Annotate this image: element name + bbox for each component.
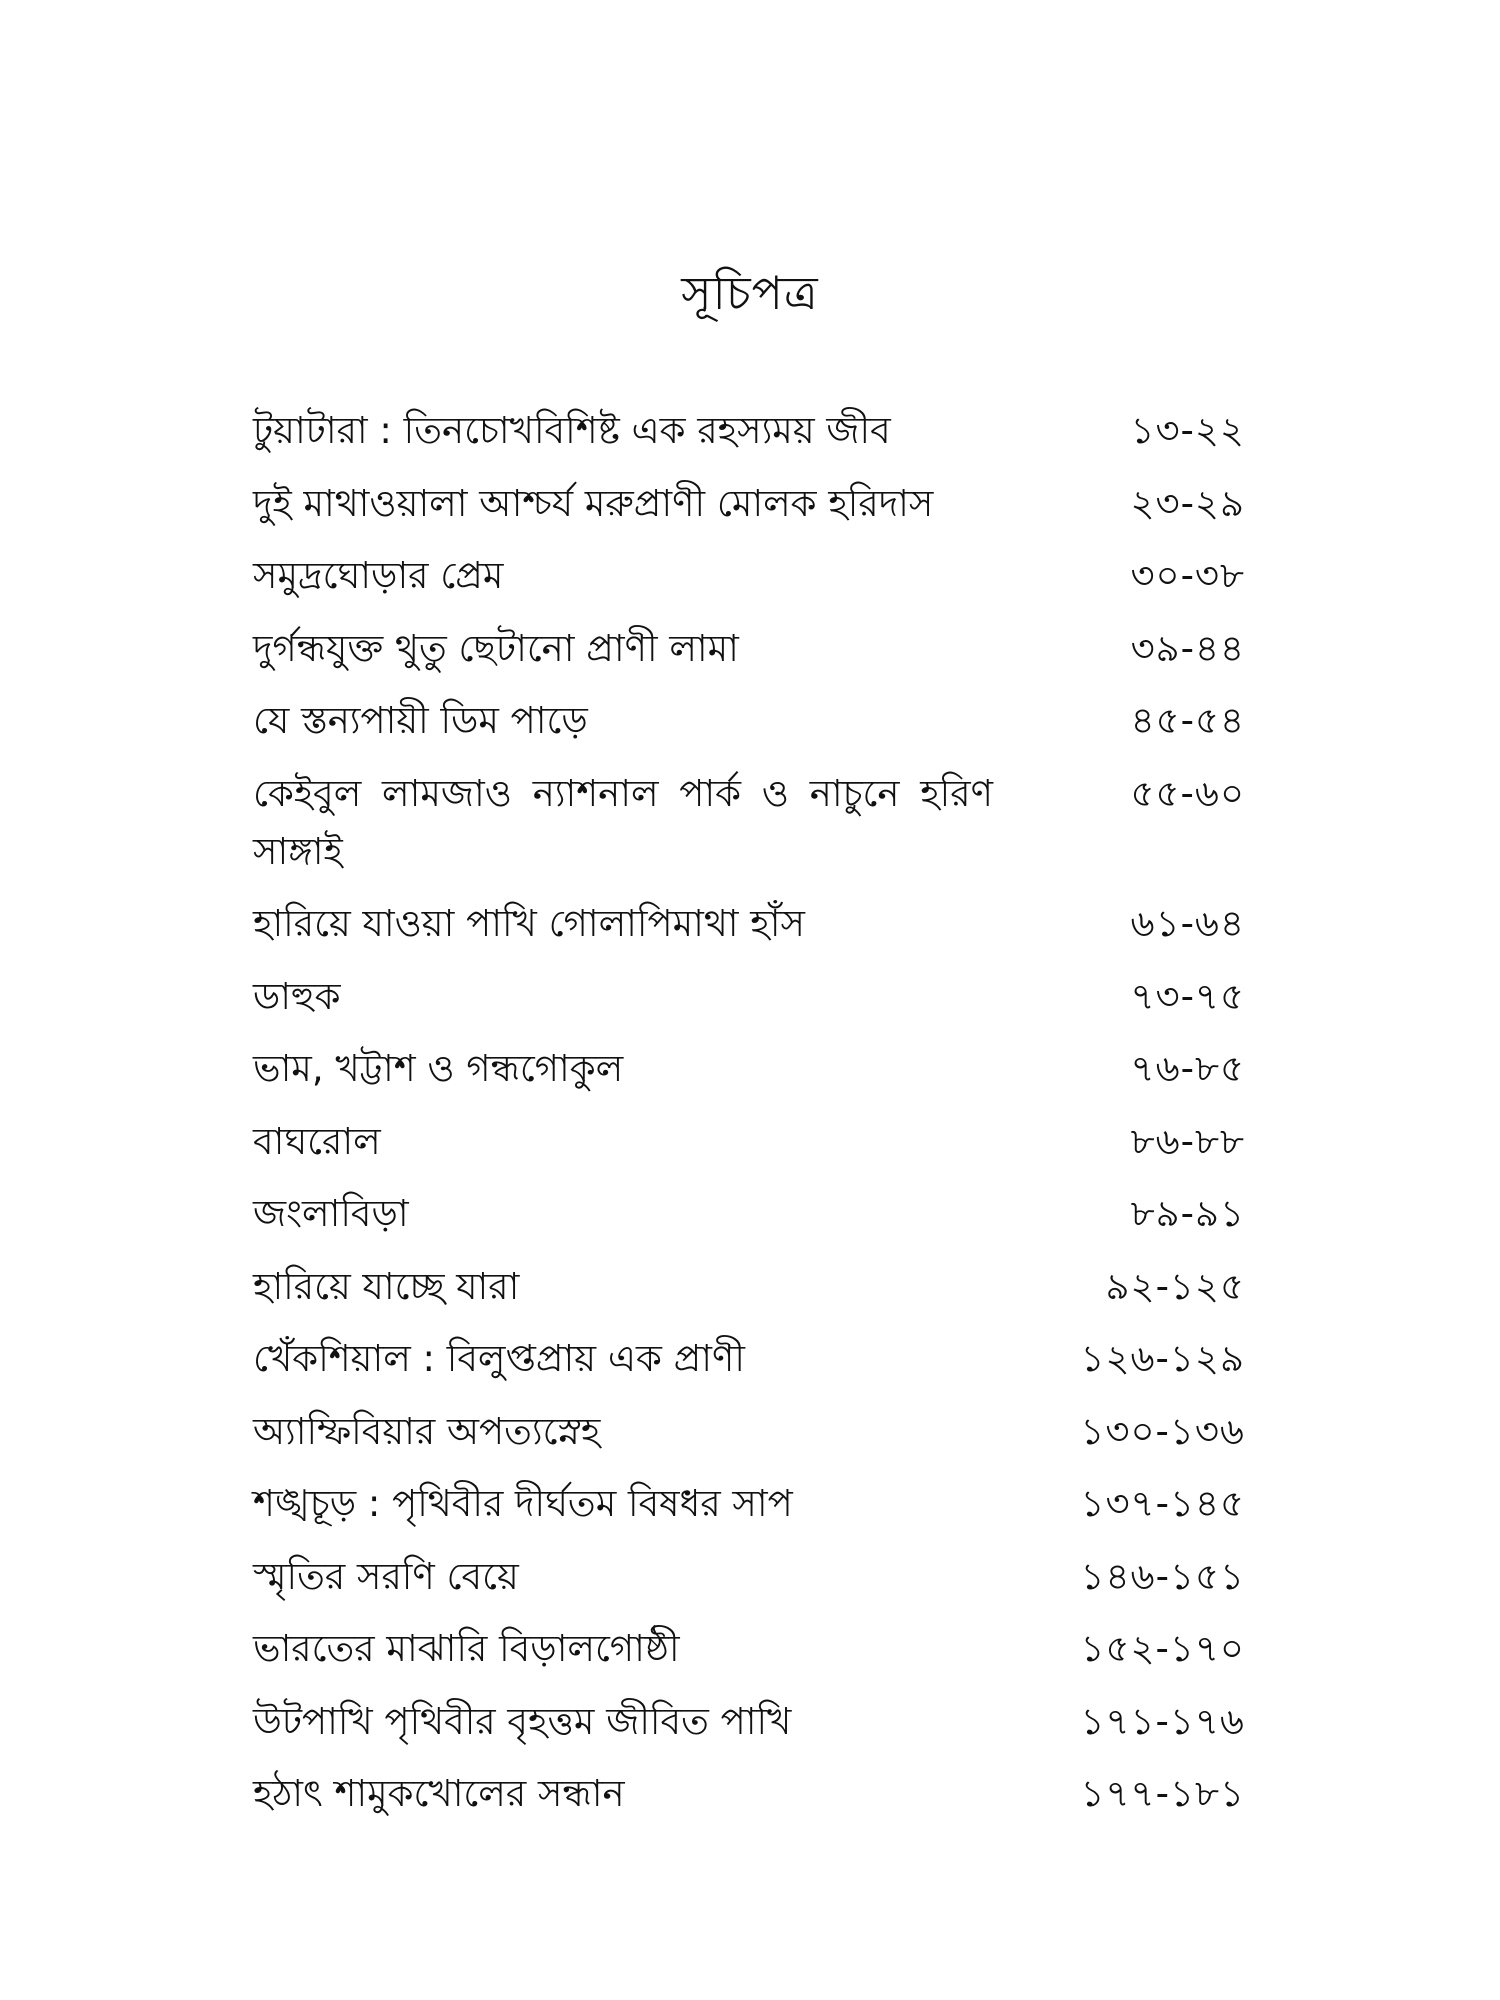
toc-entry-title: হারিয়ে যাচ্ছে যারা xyxy=(253,1264,520,1308)
toc-entry xyxy=(253,1475,1245,1533)
toc-entry-title: দুর্গন্ধযুক্ত থুতু ছেটানো প্রাণী লামা xyxy=(253,626,739,670)
toc-entry-title: উটপাখি পৃথিবীর বৃহত্তম জীবিত পাখি xyxy=(253,1699,792,1743)
page-title: সূচিপত্র xyxy=(681,266,819,320)
toc-entry-pages: ৫৫-৬০ xyxy=(1130,771,1245,815)
toc-entry-pages: ১৭৭-১৮১ xyxy=(1080,1772,1245,1815)
toc-entry-title: যে স্তন্যপায়ী ডিম পাড়ে xyxy=(253,699,588,742)
toc-entry xyxy=(253,402,1245,460)
toc-entry-pages: ২৩-২৯ xyxy=(1130,481,1245,525)
toc-entry-title: টুয়াটারা : তিনচোখবিশিষ্ট এক রহস্যময় জীব xyxy=(253,409,891,452)
toc-entry xyxy=(253,1693,1245,1751)
toc-entry xyxy=(253,620,1245,678)
toc-entry-pages: ১৫২-১৭০ xyxy=(1080,1627,1245,1670)
toc-entry xyxy=(253,1185,1245,1243)
toc-entry-title: দুই মাথাওয়ালা আশ্চর্য মরুপ্রাণী মোলক হরিদাস xyxy=(253,481,934,525)
toc-entry-pages: ১৩-২২ xyxy=(1130,409,1245,452)
toc-entry-title: বাঘরোল xyxy=(253,1119,381,1163)
toc-entry-pages: ৪৫-৫৪ xyxy=(1130,699,1245,742)
toc-entry-pages: ১৩০-১৩৬ xyxy=(1080,1409,1245,1453)
toc-entry-title: ভাম, খট্টাশ ও গন্ধগোকুল xyxy=(253,1047,624,1090)
toc-entry-pages: ১৭১-১৭৬ xyxy=(1080,1699,1245,1743)
toc-entry-pages: ৬১-৬৪ xyxy=(1130,902,1245,945)
toc-entry xyxy=(253,895,1245,953)
toc-entry xyxy=(253,547,1245,605)
toc-entry xyxy=(253,968,1245,1026)
toc-entry xyxy=(253,1765,1245,1823)
table-of-contents xyxy=(253,402,1245,1838)
toc-entry xyxy=(253,1040,1245,1098)
toc-entry xyxy=(253,475,1245,533)
toc-entry xyxy=(253,1620,1245,1678)
toc-entry-pages: ৮৯-৯১ xyxy=(1130,1192,1245,1235)
toc-entry-title: স্মৃতির সরণি বেয়ে xyxy=(253,1554,519,1598)
toc-entry-title: ডাহুক xyxy=(253,974,341,1018)
toc-entry xyxy=(253,1548,1245,1606)
toc-entry-title: ভারতের মাঝারি বিড়ালগোষ্ঠী xyxy=(253,1627,680,1670)
toc-entry xyxy=(253,692,1245,750)
toc-entry-title: শঙ্খচূড় : পৃথিবীর দীর্ঘতম বিষধর সাপ xyxy=(253,1482,793,1525)
toc-entry-pages: ১২৬-১২৯ xyxy=(1080,1337,1245,1380)
toc-entry-pages: ৮৬-৮৮ xyxy=(1130,1119,1245,1163)
toc-entry-title: হঠাৎ শামুকখোলের সন্ধান xyxy=(253,1772,625,1815)
toc-entry-pages: ৭৩-৭৫ xyxy=(1130,974,1245,1018)
toc-entry-pages: ১৩৭-১৪৫ xyxy=(1080,1482,1245,1525)
toc-entry-pages: ৭৬-৮৫ xyxy=(1130,1047,1245,1090)
toc-entry-title: কেইবুল লামজাও ন্যাশনাল পার্ক ও নাচুনে হরিণ সাঙ্গাই xyxy=(253,771,993,873)
toc-entry-pages: ৩০-৩৮ xyxy=(1130,554,1245,597)
toc-entry-title: খেঁকশিয়াল : বিলুপ্তপ্রায় এক প্রাণী xyxy=(253,1337,745,1380)
toc-entry-pages: ৯২-১২৫ xyxy=(1105,1264,1245,1308)
toc-entry-pages: ১৪৬-১৫১ xyxy=(1080,1554,1245,1598)
toc-entry-title: জংলাবিড়া xyxy=(253,1192,409,1235)
toc-entry-title: হারিয়ে যাওয়া পাখি গোলাপিমাথা হাঁস xyxy=(253,902,805,945)
toc-entry-pages: ৩৯-৪৪ xyxy=(1130,626,1245,670)
toc-entry-title: অ্যাম্ফিবিয়ার অপত্যস্নেহ xyxy=(253,1409,601,1453)
toc-entry xyxy=(253,1113,1245,1171)
toc-entry xyxy=(253,1403,1245,1461)
toc-entry xyxy=(253,1330,1245,1388)
toc-entry-title: সমুদ্রঘোড়ার প্রেম xyxy=(253,554,504,597)
toc-entry xyxy=(253,765,1245,881)
toc-entry xyxy=(253,1258,1245,1316)
